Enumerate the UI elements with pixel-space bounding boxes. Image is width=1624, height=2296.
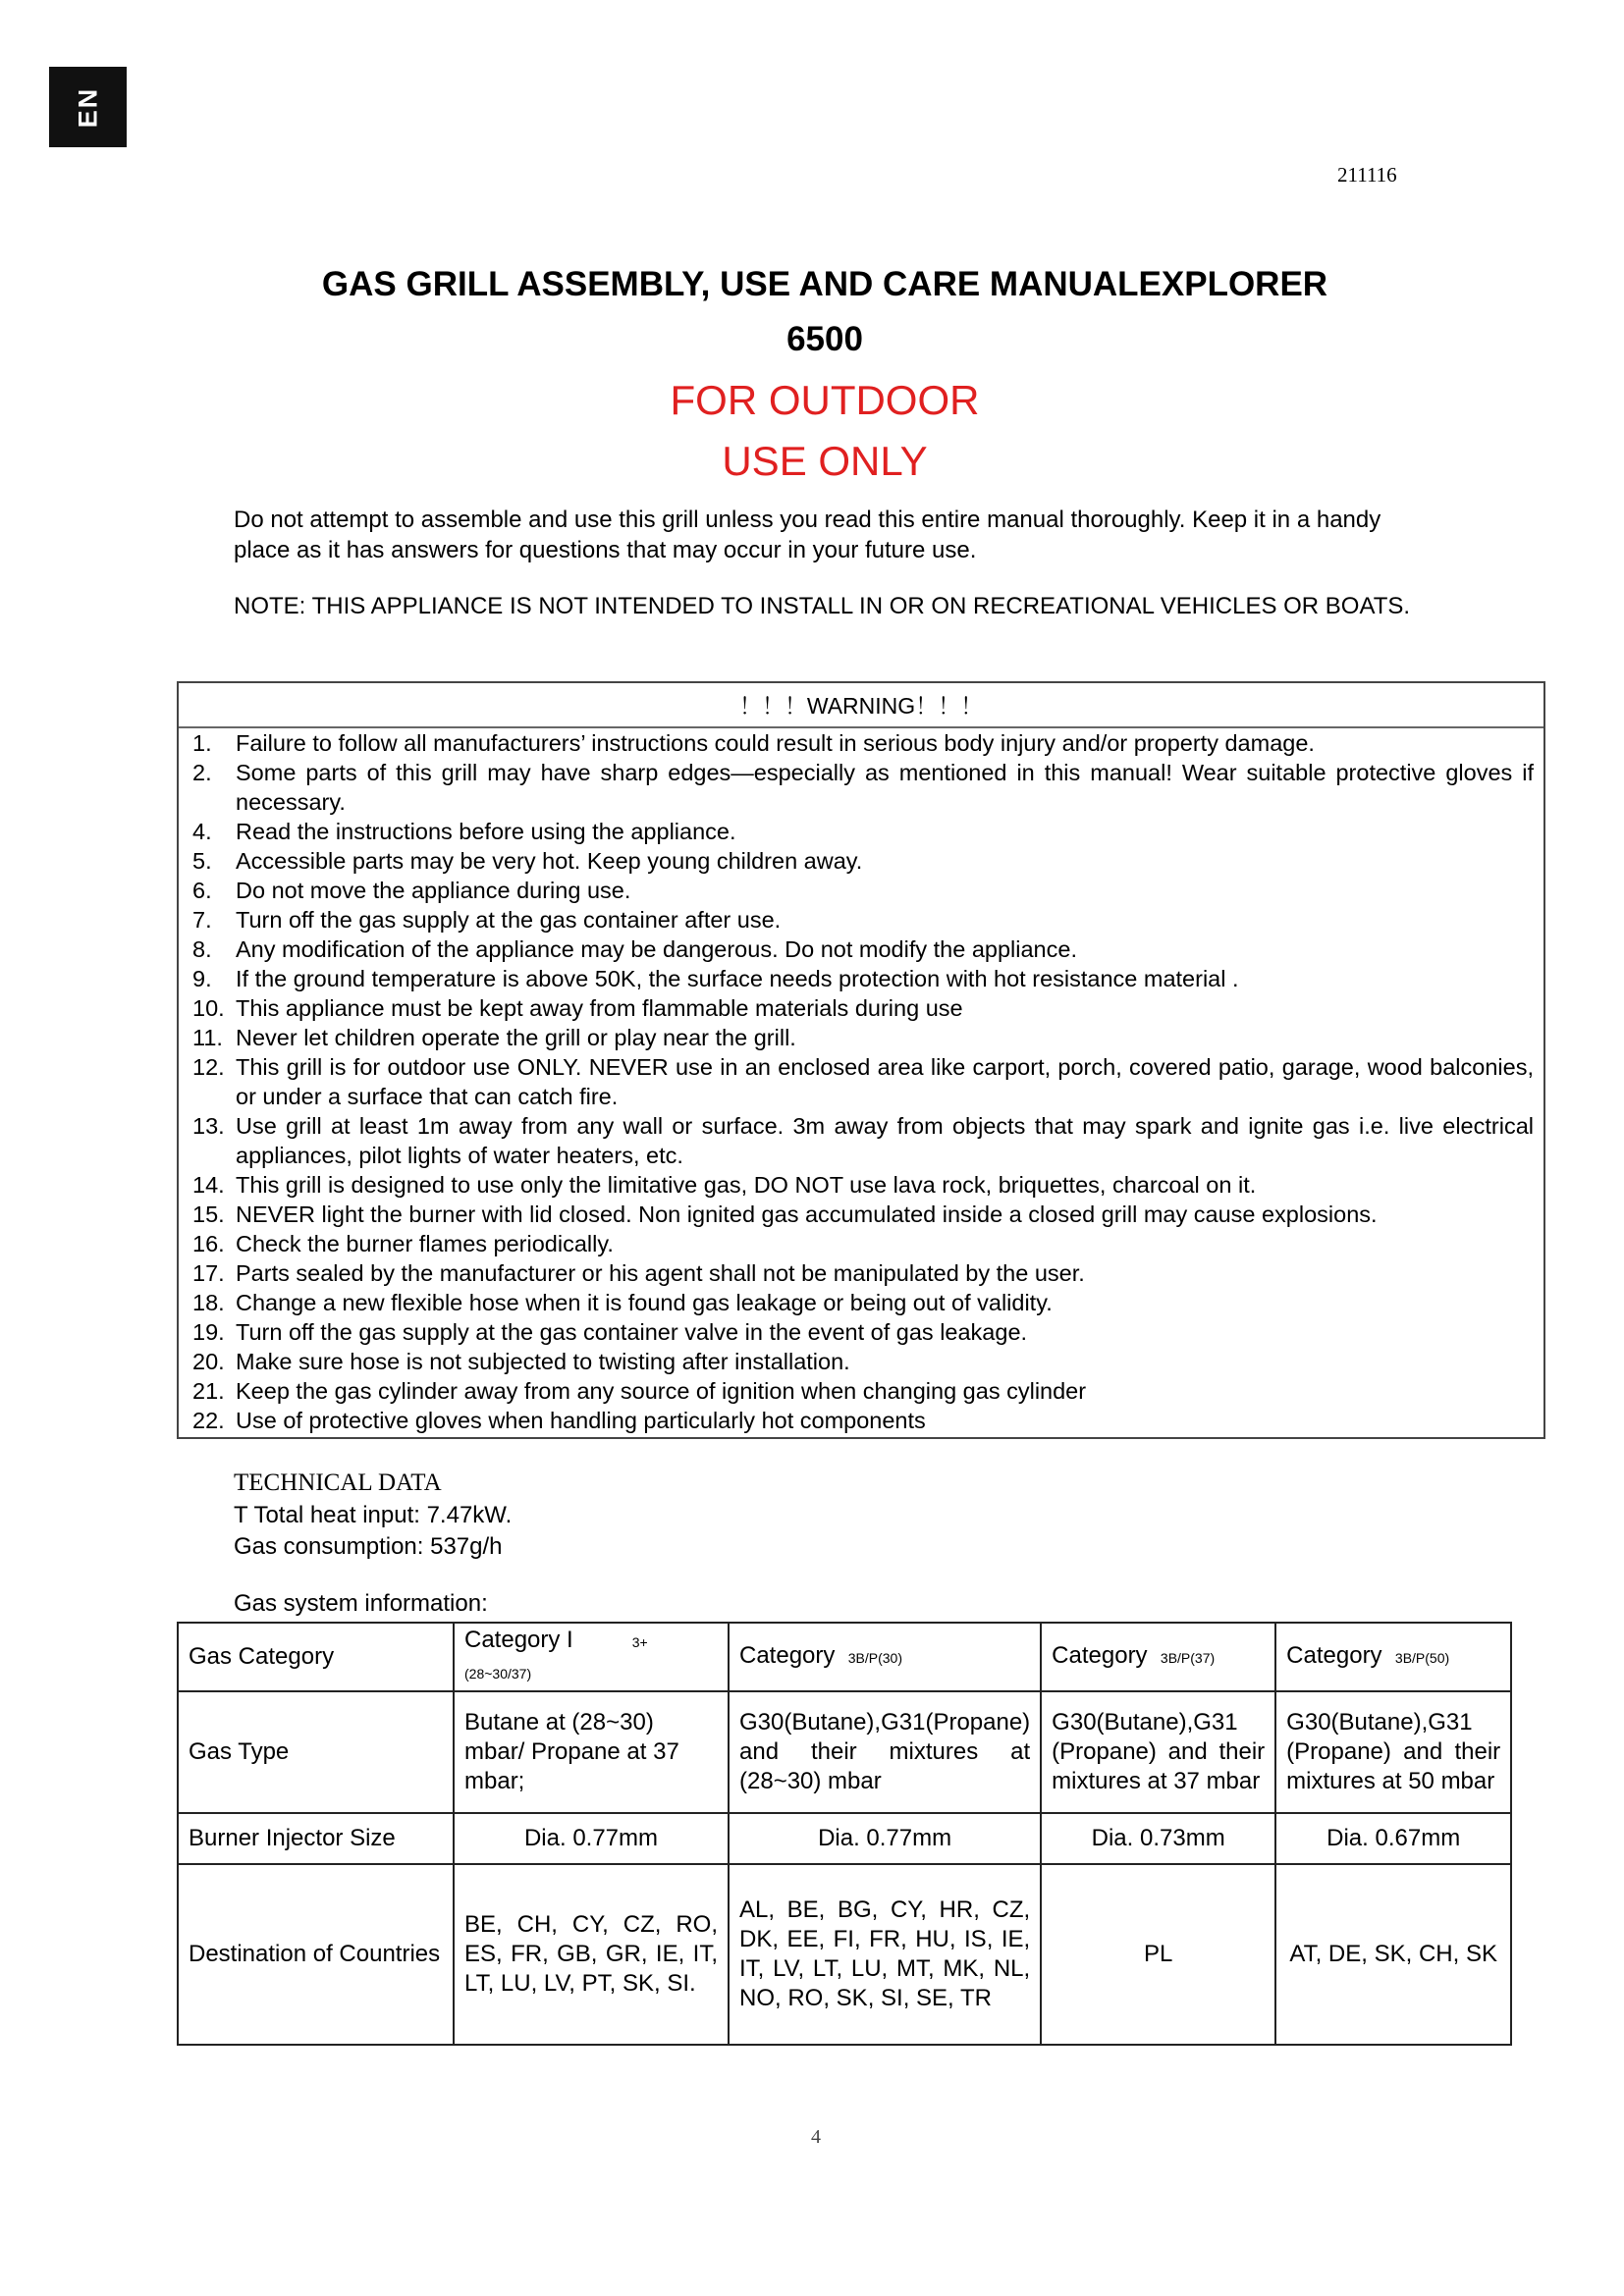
table-cell: G30(Butane),G31 (Propane) and their mixtures at 50 mbar <box>1275 1691 1511 1813</box>
manual-title-line1: GAS GRILL ASSEMBLY, USE AND CARE MANUALEXPLORER <box>321 265 1328 303</box>
table-cell: AT, DE, SK, CH, SK <box>1275 1864 1511 2045</box>
warning-item-number: 21. <box>192 1378 225 1404</box>
warning-item-number: 8. <box>192 936 212 962</box>
language-tab: EN <box>49 67 127 147</box>
table-row <box>178 1864 1511 2045</box>
warning-item <box>179 1052 1543 1111</box>
warning-item-number: 19. <box>192 1319 225 1345</box>
technical-data-title: TECHNICAL DATA <box>234 1469 442 1496</box>
warning-item-text: Never let children operate the grill or play near the grill. <box>236 1025 796 1050</box>
warning-item-text: Read the instructions before using the appliance. <box>236 819 736 844</box>
warning-item-text: Make sure hose is not subjected to twisting after installation. <box>236 1349 850 1374</box>
warning-item <box>179 1229 1543 1258</box>
table-cell: Dia. 0.73mm <box>1041 1813 1275 1864</box>
warning-item <box>179 1376 1543 1406</box>
table-cell: Dia. 0.77mm <box>454 1813 729 1864</box>
table-cell: Category I 3+ (28~30/37) <box>454 1623 729 1691</box>
warning-item-number: 17. <box>192 1260 225 1286</box>
table-cell: BE, CH, CY, CZ, RO, ES, FR, GB, GR, IE, IT, LT, LU, LV, PT, SK, SI. <box>454 1864 729 2045</box>
warning-item <box>179 905 1543 934</box>
warning-item <box>179 1347 1543 1376</box>
gas-consumption: Gas consumption: 537g/h <box>234 1533 503 1560</box>
warning-item-text: Accessible parts may be very hot. Keep young children away. <box>236 848 863 874</box>
warning-item-number: 2. <box>192 760 212 785</box>
table-cell: Destination of Countries <box>178 1864 454 2045</box>
warning-item-number: 7. <box>192 907 212 933</box>
warning-item-text: Use of protective gloves when handling particularly hot components <box>236 1408 926 1433</box>
warning-list <box>179 728 1543 1435</box>
table-cell: PL <box>1041 1864 1275 2045</box>
warning-item-text: Keep the gas cylinder away from any source of ignition when changing gas cylinder <box>236 1378 1087 1404</box>
warning-item <box>179 1200 1543 1229</box>
warning-item-text: Parts sealed by the manufacturer or his agent shall not be manipulated by the user. <box>236 1260 1085 1286</box>
gas-system-info: Gas system information: <box>234 1590 488 1617</box>
warning-item-text: This grill is for outdoor use ONLY. NEVER use in an enclosed area like carport, porch, covered patio, garage, wood balconies, or under a surface that can catch fire. <box>236 1054 1534 1109</box>
warning-item-text: This appliance must be kept away from flammable materials during use <box>236 995 963 1021</box>
warning-item <box>179 1170 1543 1200</box>
warning-item-number: 13. <box>192 1113 225 1139</box>
intro-paragraph: Do not attempt to assemble and use this grill unless you read this entire manual thoroughly. Keep it in a handy place as it has answers for questions that may occur in your future use. <box>234 507 1381 563</box>
warning-item-text: This grill is designed to use only the limitative gas, DO NOT use lava rock, briquettes, charcoal on it. <box>236 1172 1257 1198</box>
warning-item <box>179 964 1543 993</box>
table-cell: Category 3B/P(50) <box>1275 1623 1511 1691</box>
warning-item <box>179 817 1543 846</box>
gas-system-table <box>177 1622 1512 2046</box>
warning-item <box>179 1023 1543 1052</box>
warning-item-text: Turn off the gas supply at the gas container after use. <box>236 907 782 933</box>
table-row <box>178 1813 1511 1864</box>
warning-item-text: Check the burner flames periodically. <box>236 1231 614 1256</box>
warning-item-number: 5. <box>192 848 212 874</box>
warning-item-number: 11. <box>192 1025 223 1050</box>
warning-item-text: Turn off the gas supply at the gas container valve in the event of gas leakage. <box>236 1319 1028 1345</box>
table-cell: Gas Type <box>178 1691 454 1813</box>
warning-item <box>179 993 1543 1023</box>
outdoor-notice-line1: FOR OUTDOOR <box>670 377 980 423</box>
table-cell: Gas Category <box>178 1623 454 1691</box>
warning-item-text: Use grill at least 1m away from any wall or surface. 3m away from objects that may spark and ignite gas i.e. live electrical appliances, pilot lights of water heaters, etc. <box>236 1113 1534 1168</box>
warning-item-text: If the ground temperature is above 50K, the surface needs protection with hot resistance material . <box>236 966 1239 991</box>
warning-item-number: 9. <box>192 966 212 991</box>
table-cell: Category 3B/P(37) <box>1041 1623 1275 1691</box>
warning-item-number: 22. <box>192 1408 225 1433</box>
table-cell: G30(Butane),G31(Propane) and their mixtures at (28~30) mbar <box>729 1691 1041 1813</box>
table-cell: Burner Injector Size <box>178 1813 454 1864</box>
warning-item <box>179 1111 1543 1170</box>
warning-item-number: 20. <box>192 1349 225 1374</box>
warning-item-number: 15. <box>192 1201 225 1227</box>
warning-item <box>179 1406 1543 1435</box>
heat-input: T Total heat input: 7.47kW. <box>234 1502 513 1528</box>
warning-item <box>179 846 1543 876</box>
warning-item <box>179 1317 1543 1347</box>
warning-item <box>179 728 1543 758</box>
warning-item-number: 14. <box>192 1172 225 1198</box>
warning-item-number: 18. <box>192 1290 225 1315</box>
warning-item-number: 16. <box>192 1231 225 1256</box>
warning-item-number: 6. <box>192 878 212 903</box>
warning-item-text: NEVER light the burner with lid closed. Non ignited gas accumulated inside a closed grill may cause explosions. <box>236 1201 1378 1227</box>
warning-item <box>179 758 1543 817</box>
table-cell: G30(Butane),G31 (Propane) and their mixtures at 37 mbar <box>1041 1691 1275 1813</box>
warning-item-text: Some parts of this grill may have sharp edges—especially as mentioned in this manual! Wear suitable protective gloves if necessary. <box>236 760 1534 815</box>
table-row <box>178 1691 1511 1813</box>
warning-box <box>177 681 1545 1439</box>
warning-item <box>179 1258 1543 1288</box>
warning-item <box>179 1288 1543 1317</box>
manual-title-line2: 6500 <box>786 320 863 358</box>
warning-item-text: Failure to follow all manufacturers’ instructions could result in serious body injury and/or property damage. <box>236 730 1315 756</box>
table-cell: Butane at (28~30) mbar/ Propane at 37 mbar; <box>454 1691 729 1813</box>
warning-header: ！！！WARNING！！！ <box>179 683 1543 728</box>
table-cell: Category 3B/P(30) <box>729 1623 1041 1691</box>
warning-item <box>179 934 1543 964</box>
warning-item-number: 10. <box>192 995 225 1021</box>
table-row <box>178 1623 1511 1691</box>
table-cell: Dia. 0.67mm <box>1275 1813 1511 1864</box>
outdoor-notice-line2: USE ONLY <box>722 438 928 484</box>
warning-item <box>179 876 1543 905</box>
warning-item-number: 1. <box>192 730 212 756</box>
warning-item-text: Do not move the appliance during use. <box>236 878 631 903</box>
warning-item-text: Change a new flexible hose when it is found gas leakage or being out of validity. <box>236 1290 1053 1315</box>
warning-item-number: 12. <box>192 1054 225 1080</box>
table-cell: AL, BE, BG, CY, HR, CZ, DK, EE, FI, FR, HU, IS, IE, IT, LV, LT, LU, MT, MK, NL, NO, RO, SK, SI, SE, TR <box>729 1864 1041 2045</box>
table-cell: Dia. 0.77mm <box>729 1813 1041 1864</box>
document-number: 211116 <box>1337 163 1397 187</box>
warning-item-number: 4. <box>192 819 212 844</box>
note-paragraph: NOTE: THIS APPLIANCE IS NOT INTENDED TO INSTALL IN OR ON RECREATIONAL VEHICLES OR BOATS. <box>234 593 1411 619</box>
page-number: 4 <box>811 2126 821 2148</box>
warning-item-text: Any modification of the appliance may be dangerous. Do not modify the appliance. <box>236 936 1077 962</box>
